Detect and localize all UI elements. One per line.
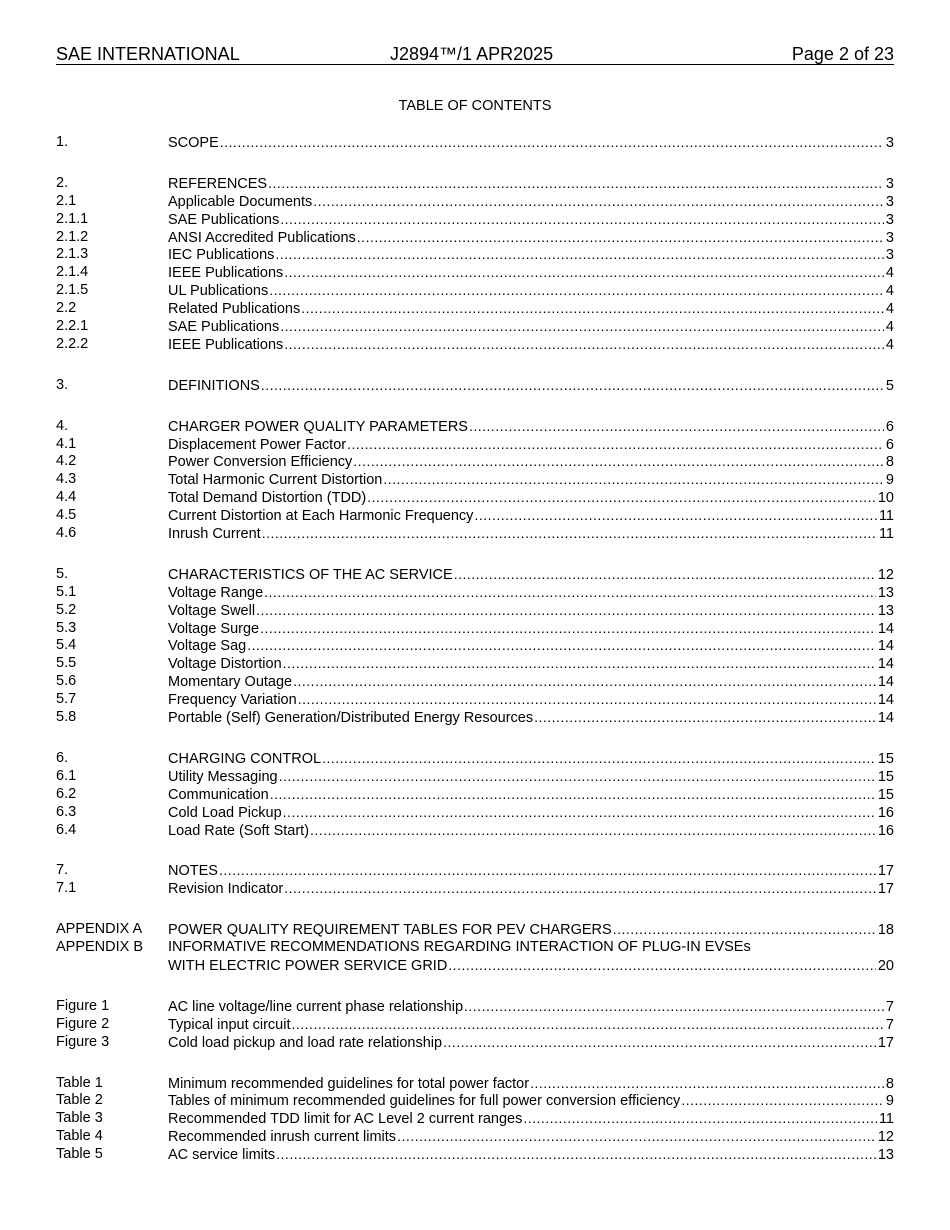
- toc-entry-page: 7: [885, 998, 894, 1015]
- toc-entry-line: [168, 673, 894, 691]
- toc-entry-number: Table 4: [56, 1128, 103, 1145]
- dot-leader: [469, 418, 884, 436]
- toc-entry[interactable]: [56, 584, 894, 602]
- toc-entry[interactable]: [56, 471, 894, 489]
- toc-entry-number: 5.4: [56, 637, 77, 654]
- toc-entry-page: 3: [885, 211, 894, 228]
- dot-leader: [357, 229, 884, 247]
- toc-entry-title: Total Harmonic Current Distortion: [168, 472, 383, 489]
- toc-entry[interactable]: [56, 691, 894, 709]
- dot-leader: [262, 525, 877, 543]
- toc-entry-page: 14: [877, 692, 894, 709]
- toc-entry-title: Related Publications: [168, 301, 301, 318]
- dot-leader: [283, 655, 876, 673]
- toc-entry[interactable]: [56, 193, 894, 211]
- dot-leader: [347, 436, 884, 454]
- toc-entry-number: 4.6: [56, 525, 77, 542]
- toc-entry[interactable]: [56, 620, 894, 638]
- toc-entry[interactable]: [56, 786, 894, 804]
- toc-entry-number: 7.1: [56, 880, 77, 897]
- toc-entry[interactable]: [56, 134, 894, 152]
- toc-entry-title: CHARGER POWER QUALITY PARAMETERS: [168, 418, 468, 435]
- dot-leader: [534, 709, 876, 727]
- toc-entry[interactable]: [56, 957, 894, 975]
- dot-leader: [613, 921, 876, 939]
- toc-entry-number: 6.3: [56, 803, 77, 820]
- toc-entry-line: [168, 804, 894, 822]
- toc-entry-number: Figure 2: [56, 1015, 110, 1032]
- toc-entry[interactable]: [56, 822, 894, 840]
- dot-leader: [276, 1146, 876, 1164]
- toc-entry[interactable]: [56, 1075, 894, 1093]
- toc-entry-title: IEEE Publications: [168, 265, 284, 282]
- toc-entry[interactable]: [56, 229, 894, 247]
- toc-entry[interactable]: [56, 1128, 894, 1146]
- toc-entry-page: 3: [885, 175, 894, 192]
- toc-entry[interactable]: [56, 655, 894, 673]
- toc-entry-number: 4.2: [56, 453, 77, 470]
- toc-entry-line: [168, 709, 894, 727]
- toc-entry-line: [168, 525, 894, 543]
- toc-entry-number: 5.3: [56, 619, 77, 636]
- toc-entry-page: 9: [885, 472, 894, 489]
- toc-entry[interactable]: [56, 175, 894, 193]
- toc-entry-title: Recommended inrush current limits: [168, 1129, 397, 1146]
- dot-leader: [298, 691, 876, 709]
- toc-entry-line: [168, 377, 894, 395]
- toc-entry[interactable]: [56, 1110, 894, 1128]
- toc-entry-title: AC line voltage/line current phase relationship: [168, 998, 464, 1015]
- toc-entry-page: 14: [877, 638, 894, 655]
- dot-leader: [367, 489, 876, 507]
- toc-entry-line: [168, 318, 894, 336]
- toc-entry[interactable]: [56, 862, 894, 880]
- toc-entry-title: NOTES: [168, 863, 218, 880]
- dot-leader: [284, 264, 884, 282]
- toc-entry-number: 2.: [56, 174, 69, 191]
- toc-entry-number: 2.2.2: [56, 335, 89, 352]
- toc-entry[interactable]: [56, 768, 894, 786]
- toc-entry-page: 8: [885, 1075, 894, 1092]
- toc-entry-page: 13: [877, 602, 894, 619]
- page-header: [56, 44, 894, 65]
- toc-entry-page: 18: [877, 922, 894, 939]
- toc-entry[interactable]: [56, 673, 894, 691]
- toc-entry-line: [168, 584, 894, 602]
- toc-entry-line: [168, 1034, 894, 1052]
- toc-entry-line: [168, 418, 894, 436]
- toc-entry-number: APPENDIX B: [56, 939, 144, 956]
- toc-entry-number: APPENDIX A: [56, 921, 143, 938]
- toc-entry-number: 2.1.3: [56, 246, 89, 263]
- toc-entry-line: [168, 193, 894, 211]
- toc-entry[interactable]: [56, 637, 894, 655]
- toc-entry[interactable]: [56, 1146, 894, 1164]
- toc-entry-page: 4: [885, 319, 894, 336]
- toc-entry-page: 14: [877, 710, 894, 727]
- toc-entry-line: [168, 620, 894, 638]
- page-number: Page 2 of 23: [791, 44, 894, 64]
- document-id: J2894™/1 APR2025: [390, 44, 554, 64]
- toc-entry-title: POWER QUALITY REQUIREMENT TABLES FOR PEV CHARGERS: [168, 922, 612, 939]
- toc-entry[interactable]: [56, 804, 894, 822]
- toc-entry[interactable]: [56, 377, 894, 395]
- toc-entry-page: 15: [877, 786, 894, 803]
- toc-entry-title: Displacement Power Factor: [168, 436, 347, 453]
- toc-entry-line: [168, 750, 894, 768]
- toc-entry-title: Load Rate (Soft Start): [168, 822, 310, 839]
- toc-entry-title: Voltage Surge: [168, 620, 260, 637]
- toc-entry-page: 14: [877, 656, 894, 673]
- toc-entry[interactable]: [56, 264, 894, 282]
- toc-entry-line: [168, 175, 894, 193]
- toc-entry[interactable]: [56, 418, 894, 436]
- toc-entry-number: 5.7: [56, 691, 77, 708]
- toc-entry-line: [168, 471, 894, 489]
- toc-entry-title: Total Demand Distortion (TDD): [168, 490, 367, 507]
- toc-entry-title: ANSI Accredited Publications: [168, 229, 356, 246]
- toc-entry[interactable]: [56, 998, 894, 1016]
- toc-entry[interactable]: [56, 939, 894, 957]
- toc-entry-number: 4.4: [56, 489, 77, 506]
- toc-entry-line: [168, 566, 894, 584]
- toc-entry-page: 13: [877, 584, 894, 601]
- dot-leader: [279, 768, 876, 786]
- toc-entry[interactable]: [56, 709, 894, 727]
- dot-leader: [454, 566, 876, 584]
- toc-entry-number: 2.1.4: [56, 264, 89, 281]
- toc-entry[interactable]: [56, 436, 894, 454]
- toc-entry-title: Applicable Documents: [168, 193, 313, 210]
- toc-entry-number: 5.5: [56, 655, 77, 672]
- toc-entry-number: 5.6: [56, 673, 77, 690]
- toc-entry-page: 13: [877, 1147, 894, 1164]
- toc-entry[interactable]: [56, 880, 894, 898]
- toc-entry-number: Table 2: [56, 1092, 103, 1109]
- toc-entry-title: Inrush Current: [168, 526, 261, 543]
- toc-entry-number: 1.: [56, 134, 69, 150]
- dot-leader: [681, 1092, 884, 1110]
- dot-leader: [530, 1075, 884, 1093]
- dot-leader: [310, 822, 876, 840]
- dot-leader: [247, 637, 876, 655]
- toc-entry-line: [168, 282, 894, 300]
- dot-leader: [313, 193, 884, 211]
- toc-entry-page: 4: [885, 301, 894, 318]
- toc-entry-line: [168, 507, 894, 525]
- dot-leader: [256, 602, 876, 620]
- toc-entry[interactable]: [56, 1092, 894, 1110]
- dot-leader: [397, 1128, 876, 1146]
- toc-entry-title: Voltage Swell: [168, 602, 256, 619]
- toc-entry-title: Cold Load Pickup: [168, 804, 282, 821]
- toc-entry[interactable]: [56, 566, 894, 584]
- dot-leader: [219, 862, 876, 880]
- toc-entry-page: 17: [877, 863, 894, 880]
- toc-entry-number: 4.1: [56, 435, 77, 452]
- toc-entry-number: 2.2: [56, 300, 77, 317]
- dot-leader: [268, 175, 884, 193]
- dot-leader: [284, 336, 884, 354]
- toc-entry[interactable]: [56, 921, 894, 939]
- toc-entry-page: 10: [877, 490, 894, 507]
- toc-entry[interactable]: [56, 300, 894, 318]
- toc-entry[interactable]: [56, 246, 894, 264]
- toc-entry-line: [168, 1075, 894, 1093]
- toc-entry-title: Portable (Self) Generation/Distributed Energy Resources: [168, 710, 534, 727]
- toc-entry[interactable]: [56, 489, 894, 507]
- toc-entry-number: 2.1.1: [56, 210, 89, 227]
- toc-entry[interactable]: [56, 453, 894, 471]
- toc-entry-title: Voltage Sag: [168, 638, 247, 655]
- table-of-contents: [56, 134, 894, 1164]
- toc-entry-title: AC service limits: [168, 1147, 276, 1164]
- dot-leader: [275, 246, 884, 264]
- toc-entry-number: 2.1: [56, 192, 77, 209]
- dot-leader: [283, 804, 876, 822]
- toc-entry-line: [168, 939, 894, 957]
- toc-entry-page: 4: [885, 336, 894, 353]
- toc-entry-title: SAE Publications: [168, 211, 280, 228]
- dot-leader: [523, 1110, 877, 1128]
- toc-entry-line: [168, 1092, 894, 1110]
- toc-entry-line: [168, 264, 894, 282]
- dot-leader: [301, 300, 884, 318]
- toc-entry[interactable]: [56, 1016, 894, 1034]
- toc-entry-number: 5.8: [56, 709, 77, 726]
- toc-entry-title: CHARACTERISTICS OF THE AC SERVICE: [168, 566, 453, 583]
- toc-entry-title: Current Distortion at Each Harmonic Frequency: [168, 508, 474, 525]
- toc-entry-line: [168, 1016, 894, 1034]
- toc-entry-line: [168, 998, 894, 1016]
- toc-entry-number: 2.1.2: [56, 228, 89, 245]
- toc-entry-line: [168, 602, 894, 620]
- toc-entry-title: Tables of minimum recommended guidelines for full power conversion efficiency: [168, 1093, 681, 1110]
- toc-entry-number: Table 1: [56, 1074, 103, 1091]
- dot-leader: [261, 377, 884, 395]
- toc-entry-page: 5: [885, 377, 894, 394]
- toc-entry-line: [168, 768, 894, 786]
- toc-entry-number: 6.1: [56, 767, 77, 784]
- toc-entry-page: 15: [877, 768, 894, 785]
- dot-leader: [322, 750, 876, 768]
- dot-leader: [293, 673, 876, 691]
- toc-entry-title: Recommended TDD limit for AC Level 2 current ranges: [168, 1111, 523, 1128]
- toc-entry-page: 14: [877, 674, 894, 691]
- toc-entry-line: [168, 246, 894, 264]
- toc-entry-page: 15: [877, 750, 894, 767]
- toc-entry-line: [168, 453, 894, 471]
- toc-entry-line: [168, 211, 894, 229]
- toc-entry-number: 4.: [56, 417, 69, 434]
- toc-entry-number: 2.2.1: [56, 318, 89, 335]
- toc-entry-title: Cold load pickup and load rate relationship: [168, 1034, 443, 1051]
- toc-entry-line: [168, 921, 894, 939]
- toc-entry-page: 14: [877, 620, 894, 637]
- toc-entry-page: 11: [878, 1111, 894, 1128]
- toc-entry-title: Voltage Range: [168, 584, 264, 601]
- toc-entry-title: SCOPE: [168, 135, 219, 151]
- dot-leader: [264, 584, 876, 602]
- toc-entry-number: 4.5: [56, 507, 77, 524]
- toc-entry-line: [168, 957, 894, 975]
- toc-entry-number: 6.2: [56, 785, 77, 802]
- toc-entry-page: 9: [885, 1093, 894, 1110]
- toc-entry-title: Minimum recommended guidelines for total power factor: [168, 1075, 530, 1092]
- dot-leader: [270, 786, 876, 804]
- dot-leader: [353, 453, 884, 471]
- toc-entry[interactable]: [56, 211, 894, 229]
- toc-entry-page: 17: [877, 881, 894, 898]
- toc-entry-page: 6: [885, 436, 894, 453]
- toc-entry-title: Momentary Outage: [168, 674, 293, 691]
- publisher-name: SAE INTERNATIONAL: [56, 44, 240, 64]
- toc-entry-page: 20: [877, 957, 894, 974]
- toc-entry-line: [168, 880, 894, 898]
- toc-entry-title: CHARGING CONTROL: [168, 750, 322, 767]
- dot-leader: [284, 880, 876, 898]
- toc-entry-line: [168, 862, 894, 880]
- toc-entry-number: Figure 3: [56, 1033, 110, 1050]
- toc-entry[interactable]: [56, 525, 894, 543]
- toc-entry-page: 16: [877, 822, 894, 839]
- toc-entry-page: 3: [885, 193, 894, 210]
- dot-leader: [383, 471, 884, 489]
- toc-entry-title: WITH ELECTRIC POWER SERVICE GRID: [168, 957, 448, 974]
- toc-entry-number: 5.2: [56, 601, 77, 618]
- toc-entry-page: 16: [877, 804, 894, 821]
- dot-leader: [448, 957, 876, 975]
- toc-entry-number: 2.1.5: [56, 282, 89, 299]
- toc-entry-title: IEEE Publications: [168, 336, 284, 353]
- toc-entry-line: [168, 655, 894, 673]
- dot-leader: [474, 507, 877, 525]
- toc-entry-number: 3.: [56, 376, 69, 393]
- toc-entry-line: [168, 691, 894, 709]
- toc-entry-page: 12: [877, 566, 894, 583]
- dot-leader: [292, 1016, 884, 1034]
- toc-entry-number: Figure 1: [56, 997, 110, 1014]
- toc-title: TABLE OF CONTENTS: [398, 98, 552, 114]
- toc-entry-page: 11: [878, 508, 894, 525]
- toc-entry-page: 17: [877, 1034, 894, 1051]
- dot-leader: [220, 134, 884, 152]
- toc-entry-page: 7: [885, 1016, 894, 1033]
- toc-entry-title: REFERENCES: [168, 175, 268, 192]
- toc-entry-page: 3: [885, 229, 894, 246]
- toc-entry-title: SAE Publications: [168, 319, 280, 336]
- toc-entry-page: 3: [885, 135, 894, 151]
- toc-entry-title: IEC Publications: [168, 247, 275, 264]
- dot-leader: [280, 318, 884, 336]
- toc-entry-page: 4: [885, 265, 894, 282]
- toc-entry-title: UL Publications: [168, 283, 269, 300]
- toc-entry-line: [168, 822, 894, 840]
- toc-entry-title: Voltage Distortion: [168, 656, 282, 673]
- dot-leader: [269, 282, 884, 300]
- toc-entry[interactable]: [56, 1034, 894, 1052]
- toc-entry-title: Communication: [168, 786, 269, 803]
- dot-leader: [443, 1034, 876, 1052]
- toc-entry-number: 4.3: [56, 471, 77, 488]
- toc-entry-line: [168, 1146, 894, 1164]
- toc-entry-title: Typical input circuit: [168, 1016, 291, 1033]
- toc-entry-page: 11: [878, 526, 894, 543]
- toc-entry-title: Power Conversion Efficiency: [168, 454, 353, 471]
- toc-entry-line: [168, 336, 894, 354]
- toc-entry-title: INFORMATIVE RECOMMENDATIONS REGARDING INTERACTION OF PLUG-IN EVSEs: [168, 939, 751, 956]
- toc-entry-number: 5.1: [56, 583, 77, 600]
- toc-entry-line: [168, 637, 894, 655]
- toc-entry-line: [168, 1110, 894, 1128]
- toc-entry-line: [168, 229, 894, 247]
- dot-leader: [260, 620, 876, 638]
- toc-entry-line: [168, 436, 894, 454]
- toc-entry-title: Frequency Variation: [168, 692, 297, 709]
- toc-entry-number: Table 3: [56, 1110, 103, 1127]
- toc-entry-line: [168, 489, 894, 507]
- toc-entry[interactable]: [56, 507, 894, 525]
- toc-entry-number: 6.: [56, 749, 69, 766]
- toc-entry-title: DEFINITIONS: [168, 377, 260, 394]
- toc-entry-page: 8: [885, 454, 894, 471]
- toc-entry-number: 5.: [56, 565, 69, 582]
- toc-entry[interactable]: [56, 318, 894, 336]
- toc-entry-line: [168, 134, 894, 152]
- toc-entry-number: 7.: [56, 862, 69, 879]
- toc-entry-number: 6.4: [56, 821, 77, 838]
- toc-entry[interactable]: [56, 750, 894, 768]
- toc-entry-page: 12: [877, 1129, 894, 1146]
- dot-leader: [464, 998, 884, 1016]
- toc-entry-page: 6: [885, 418, 894, 435]
- toc-entry-line: [168, 300, 894, 318]
- toc-entry-line: [168, 786, 894, 804]
- toc-entry[interactable]: [56, 336, 894, 354]
- toc-entry[interactable]: [56, 282, 894, 300]
- toc-entry-line: [168, 1128, 894, 1146]
- toc-entry-page: 4: [885, 283, 894, 300]
- dot-leader: [280, 211, 884, 229]
- toc-entry-number: Table 5: [56, 1146, 103, 1163]
- toc-entry-title: Utility Messaging: [168, 768, 278, 785]
- toc-entry[interactable]: [56, 602, 894, 620]
- toc-entry-title: Revision Indicator: [168, 881, 284, 898]
- toc-entry-page: 3: [885, 247, 894, 264]
